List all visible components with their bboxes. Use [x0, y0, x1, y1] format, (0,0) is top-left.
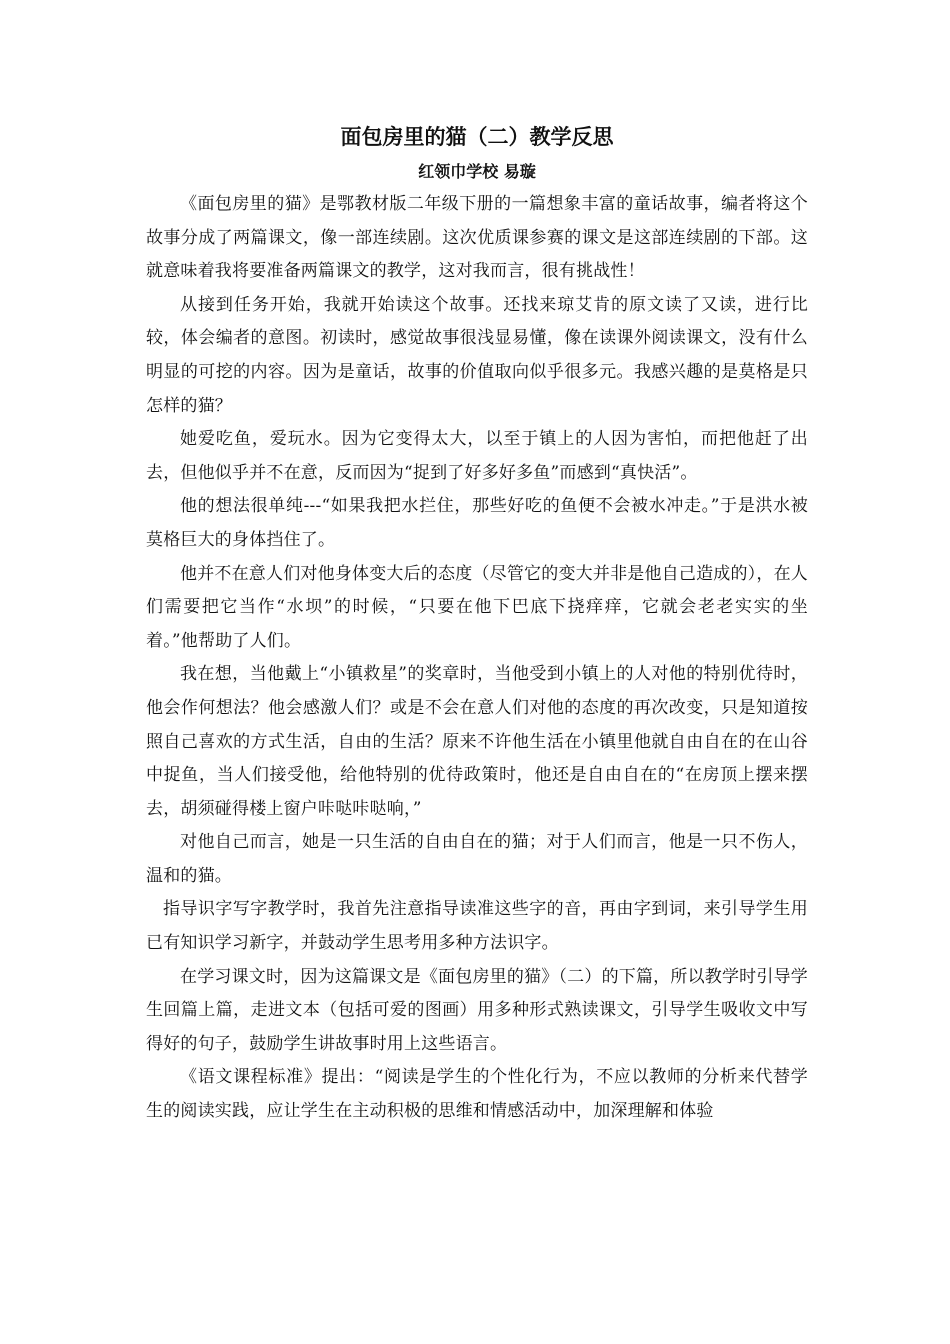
paragraph: 我在想，当他戴上“小镇救星”的奖章时，当他受到小镇上的人对他的特别优待时，他会作何想法？他会感激人们？或是不会在意人们对他的态度的再次改变，只是知道按照自己喜欢的方式生活，自由的生活？原来不许他生活在小镇里他就自由自在的在山谷中捉鱼，当人们接受他，给他特别的优待政策时，他还是自由自在的“在房顶上摆来摆去，胡须碰得楼上窗户咔哒咔哒响，”	[146, 664, 808, 819]
paragraph: 她爱吃鱼，爱玩水。因为它变得太大，以至于镇上的人因为害怕，而把他赶了出去，但他似乎并不在意，反而因为“捉到了好多好多鱼”而感到“真快活”。	[146, 429, 808, 483]
paragraph: 《语文课程标准》提出：“阅读是学生的个性化行为，不应以教师的分析来代替学生的阅读实践，应让学生在主动积极的思维和情感活动中，加深理解和体验	[146, 1067, 808, 1122]
paragraph: 指导识字写字教学时，我首先注意指导读准这些字的音，再由字到词，来引导学生用已有知识学习新字，并鼓动学生思考用多种方法识字。	[146, 899, 808, 954]
paragraph: 他的想法很单纯---“如果我把水拦住，那些好吃的鱼便不会被水冲走。”于是洪水被莫格巨大的身体挡住了。	[146, 496, 808, 550]
document-author: 红领巾学校 易璇	[418, 162, 536, 181]
document-page	[146, 118, 808, 1129]
paragraph: 《面包房里的猫》是鄂教材版二年级下册的一篇想象丰富的童话故事，编者将这个故事分成了两篇课文，像一部连续剧。这次优质课参赛的课文是这部连续剧的下部。这就意味着我将要准备两篇课文的教学，这对我而言，很有挑战性！	[146, 194, 808, 282]
paragraph: 他并不在意人们对他身体变大后的态度（尽管它的变大并非是他自己造成的），在人们需要把它当作“水坝”的时候，“只要在他下巴底下挠痒痒，它就会老老实实的坐着。”他帮助了人们。	[146, 563, 808, 651]
document-title: 面包房里的猫（二）教学反思	[340, 125, 614, 149]
paragraph: 在学习课文时，因为这篇课文是《面包房里的猫》（二）的下篇，所以教学时引导学生回篇上篇，走进文本（包括可爱的图画）用多种形式熟读课文，引导学生吸收文中写得好的句子，鼓励学生讲故事时用上这些语言。	[146, 966, 808, 1054]
paragraph: 对他自己而言，她是一只生活的自由自在的猫；对于人们而言，他是一只不伤人，温和的猫。	[146, 832, 808, 886]
paragraph: 从接到任务开始，我就开始读这个故事。还找来琼艾肯的原文读了又读，进行比较，体会编者的意图。初读时，感觉故事很浅显易懂，像在读课外阅读课文，没有什么明显的可挖的内容。因为是童话，故事的价值取向似乎很多元。我感兴趣的是莫格是只怎样的猫？	[146, 294, 808, 416]
